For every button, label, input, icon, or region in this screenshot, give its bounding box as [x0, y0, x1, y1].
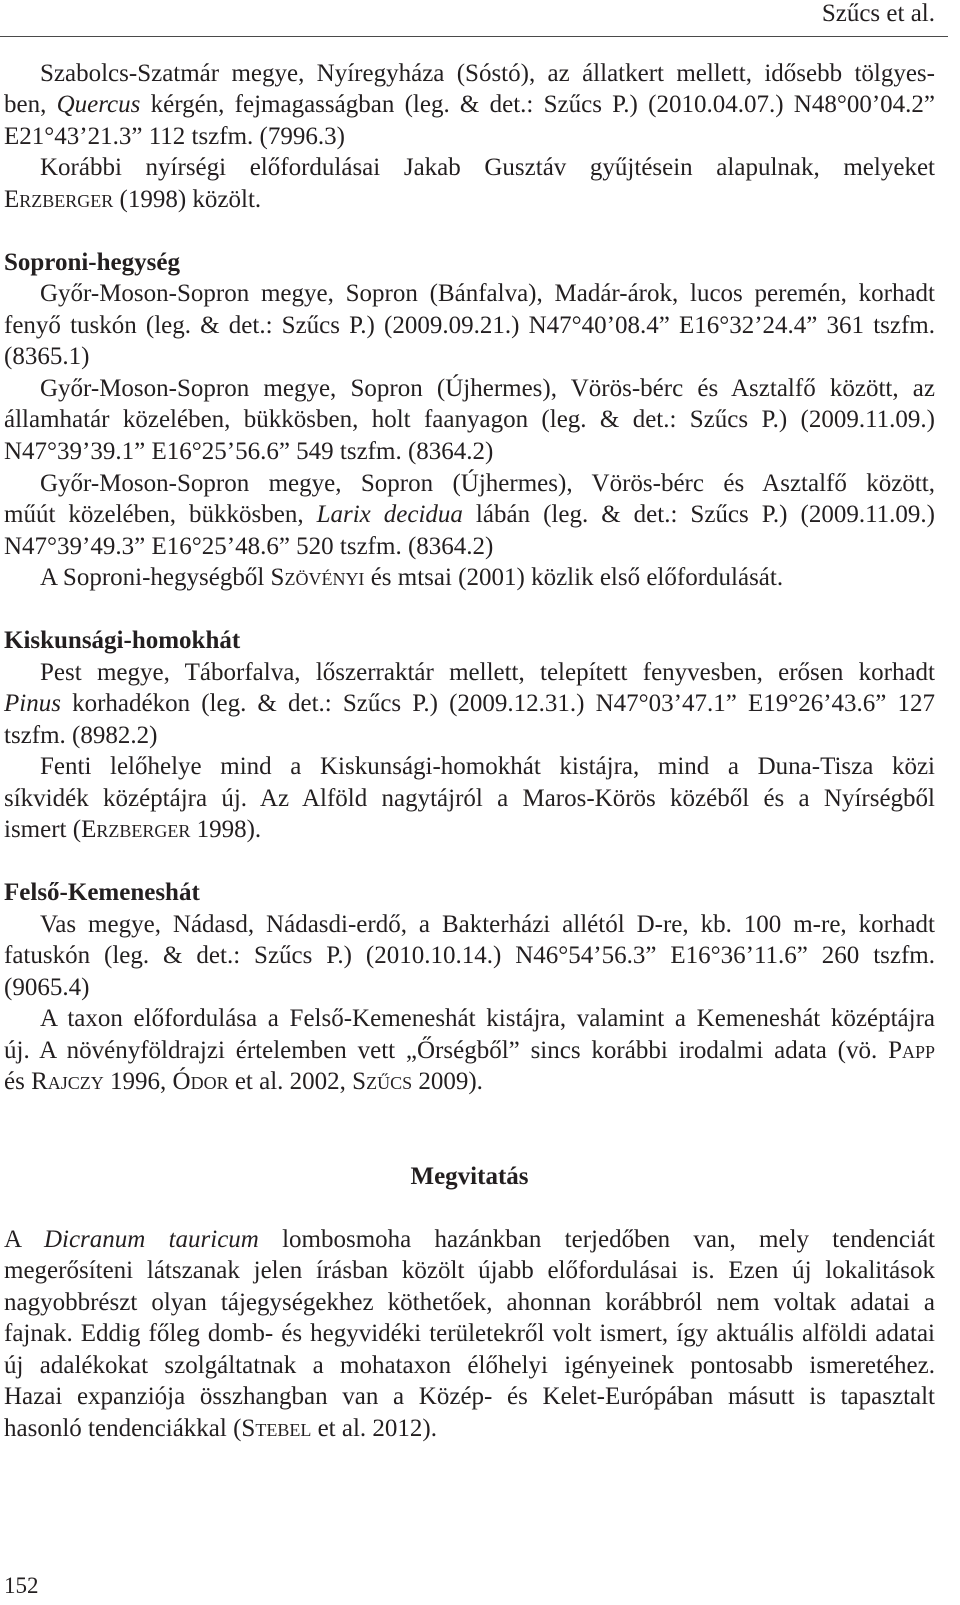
text-run: Fenti lelőhelye mind a Kiskunsági-homokhát kistájra, mind a Duna-Tisza közi: [40, 753, 935, 781]
text-run: műút közelében, bükkösben,: [4, 501, 317, 529]
text-line: [4, 1287, 935, 1319]
text-run: et al. 2012).: [311, 1414, 437, 1442]
text-line: [4, 1224, 935, 1256]
text-run: Vas megye, Nádasd, Nádasdi-erdő, a Bakterházi allétól D-re, kb. 100 m-re, korhadt: [40, 910, 935, 938]
locality-section: [4, 625, 935, 846]
text-run: et al. 2002,: [228, 1068, 353, 1096]
text-run: lábán (leg. & det.: Szűcs P.) (2009.11.09.): [462, 501, 935, 529]
author-name: Stebel: [241, 1414, 312, 1442]
text-line: [4, 751, 935, 783]
running-head: Szűcs et al.: [821, 0, 935, 27]
text-line: [4, 468, 935, 500]
text-line: [4, 373, 935, 405]
section-heading: Soproni-hegység: [4, 248, 180, 276]
text-run: A Soproni-hegységből: [40, 564, 271, 592]
text-line: [4, 58, 935, 90]
text-line: [4, 531, 935, 563]
taxon-name: Quercus: [56, 91, 141, 119]
text-run: hasonló tendenciákkal (: [4, 1414, 242, 1442]
paragraph: [4, 562, 935, 594]
section-heading: Felső-Kemeneshát: [4, 879, 200, 907]
text-line: [4, 1318, 935, 1350]
paragraph: [4, 657, 935, 752]
text-line: [4, 436, 935, 468]
paragraph: [4, 468, 935, 563]
text-run: fenyő tuskón (leg. & det.: Szűcs P.) (2009.09.21.) N47°40’08.4” E16°32’24.4” 361 tszfm.: [4, 311, 935, 339]
paragraph: [4, 751, 935, 846]
text-line: [4, 121, 935, 153]
text-run: N47°39’39.1” E16°25’56.6” 549 tszfm. (8364.2): [4, 437, 494, 465]
text-line: [4, 562, 935, 594]
text-run: Hazai expanziója összhangban van a Közép- és Kelet-Európában másutt is tapasztalt: [4, 1383, 935, 1411]
paragraph: [4, 278, 935, 373]
paragraph: [4, 1003, 935, 1098]
paragraph: [4, 58, 935, 153]
text-run: síkvidék középtájra új. Az Alföld nagytájról a Maros-Körös közéből és a Nyírségből: [4, 784, 935, 812]
text-run: 2009).: [412, 1068, 483, 1096]
author-name: Ódor: [172, 1068, 229, 1096]
text-run: államhatár közelében, bükkösben, holt faanyagon (leg. & det.: Szűcs P.) (2009.11.09.): [4, 406, 935, 434]
text-line: [4, 972, 935, 1004]
text-run: fatuskón (leg. & det.: Szűcs P.) (2010.10.14.) N46°54’56.3” E16°36’11.6” 260 tszfm.: [4, 942, 935, 970]
text-line: [4, 1350, 935, 1382]
header-rule: [0, 36, 948, 37]
text-line: [4, 1381, 935, 1413]
text-run: és: [4, 1068, 32, 1096]
locality-section: [4, 247, 935, 594]
text-run: Győr-Moson-Sopron megye, Sopron (Újhermes), Vörös-bérc és Asztalfő között,: [40, 469, 935, 497]
text-line: [4, 783, 935, 815]
author-name: Papp: [888, 1036, 935, 1064]
text-line: [4, 499, 935, 531]
text-run: ismert (: [4, 816, 82, 844]
text-run: megerősíteni látszanak jelen írásban közölt újabb előfordulásai is. Ezen új lokalitások: [4, 1257, 935, 1285]
text-run: kérgén, fejmagasságban (leg. & det.: Szűcs P.) (2010.04.07.) N48°00’04.2”: [140, 91, 935, 119]
text-run: tszfm. (8982.2): [4, 721, 158, 749]
text-line: [4, 404, 935, 436]
page-number: 152: [4, 1573, 39, 1598]
text-line: [4, 1035, 935, 1067]
text-line: [4, 310, 935, 342]
text-run: Győr-Moson-Sopron megye, Sopron (Bánfalva), Madár-árok, lucos peremén, korhadt: [40, 280, 935, 308]
continued-section: [4, 58, 935, 216]
text-run: Pest megye, Táborfalva, lőszerraktár mellett, telepített fenyvesben, erősen korhadt: [40, 658, 935, 686]
author-name: Rajczy: [31, 1068, 104, 1096]
text-line: [4, 657, 935, 689]
text-line: [4, 720, 935, 752]
text-run: (9065.4): [4, 973, 90, 1001]
text-line: [4, 909, 935, 941]
author-name: Erzberger: [4, 185, 114, 213]
section-heading: Kiskunsági-homokhát: [4, 627, 241, 655]
paragraph: [4, 152, 935, 215]
paragraph: [4, 1224, 935, 1445]
discussion-heading: Megvitatás: [410, 1162, 529, 1190]
text-line: [4, 341, 935, 373]
text-run: nagyobbrészt olyan tájegységekhez köthetőek, ahonnan korábbról nem voltak adatai a: [4, 1288, 935, 1316]
text-line: [4, 152, 935, 184]
author-name: Szövényi: [270, 564, 365, 592]
author-name: Erzberger: [81, 816, 191, 844]
text-run: korhadékon (leg. & det.: Szűcs P.) (2009.12.31.) N47°03’47.1” E19°26’43.6” 127: [60, 690, 935, 718]
text-line: [4, 1413, 935, 1445]
text-line: [4, 1066, 935, 1098]
text-line: [4, 1255, 935, 1287]
text-run: új adalékokat szolgáltatnak a mohataxon élőhelyi igényeinek pontosabb ismeretéhez.: [4, 1351, 935, 1379]
text-line: [4, 1003, 935, 1035]
text-run: N47°39’49.3” E16°25’48.6” 520 tszfm. (8364.2): [4, 532, 494, 560]
text-run: A: [4, 1225, 44, 1253]
text-run: A taxon előfordulása a Felső-Kemeneshát kistájra, valamint a Kemeneshát középtájra: [40, 1005, 935, 1033]
text-line: [4, 89, 935, 121]
paragraph: [4, 373, 935, 468]
text-line: [4, 184, 935, 216]
taxon-name: Dicranum tauricum: [43, 1225, 259, 1253]
text-run: E21°43’21.3” 112 tszfm. (7996.3): [4, 122, 345, 150]
page-body: [4, 58, 935, 1445]
text-line: [4, 688, 935, 720]
locality-section: [4, 877, 935, 1098]
text-run: lombosmoha hazánkban terjedőben van, mely tendenciát: [258, 1225, 935, 1253]
text-run: fajnak. Eddig főleg domb- és hegyvidéki területekről volt ismert, így aktuális alföldi adatai: [4, 1320, 935, 1348]
text-run: Szabolcs-Szatmár megye, Nyíregyháza (Sóstó), az állatkert mellett, idősebb tölgyes-: [40, 59, 935, 87]
text-run: új. A növényföldrajzi értelemben vett „Őrségből” sincs korábbi irodalmi adata (vö.: [4, 1036, 889, 1064]
text-line: [4, 814, 935, 846]
discussion-section: [4, 1161, 935, 1445]
text-run: 1998).: [190, 816, 262, 844]
author-name: Szűcs: [352, 1068, 413, 1096]
taxon-name: Pinus: [4, 690, 61, 718]
text-run: 1996,: [103, 1068, 173, 1096]
text-run: Korábbi nyírségi előfordulásai Jakab Gusztáv gyűjtésein alapulnak, melyeket: [40, 154, 935, 182]
taxon-name: Larix decidua: [316, 501, 463, 529]
text-line: [4, 278, 935, 310]
paragraph: [4, 909, 935, 1004]
text-run: (8365.1): [4, 343, 90, 371]
text-run: és mtsai (2001) közlik első előfordulását.: [364, 564, 784, 592]
text-line: [4, 940, 935, 972]
text-run: ben,: [4, 91, 57, 119]
text-run: (1998) közölt.: [113, 185, 262, 213]
text-run: Győr-Moson-Sopron megye, Sopron (Újhermes), Vörös-bérc és Asztalfő között, az: [40, 374, 935, 402]
